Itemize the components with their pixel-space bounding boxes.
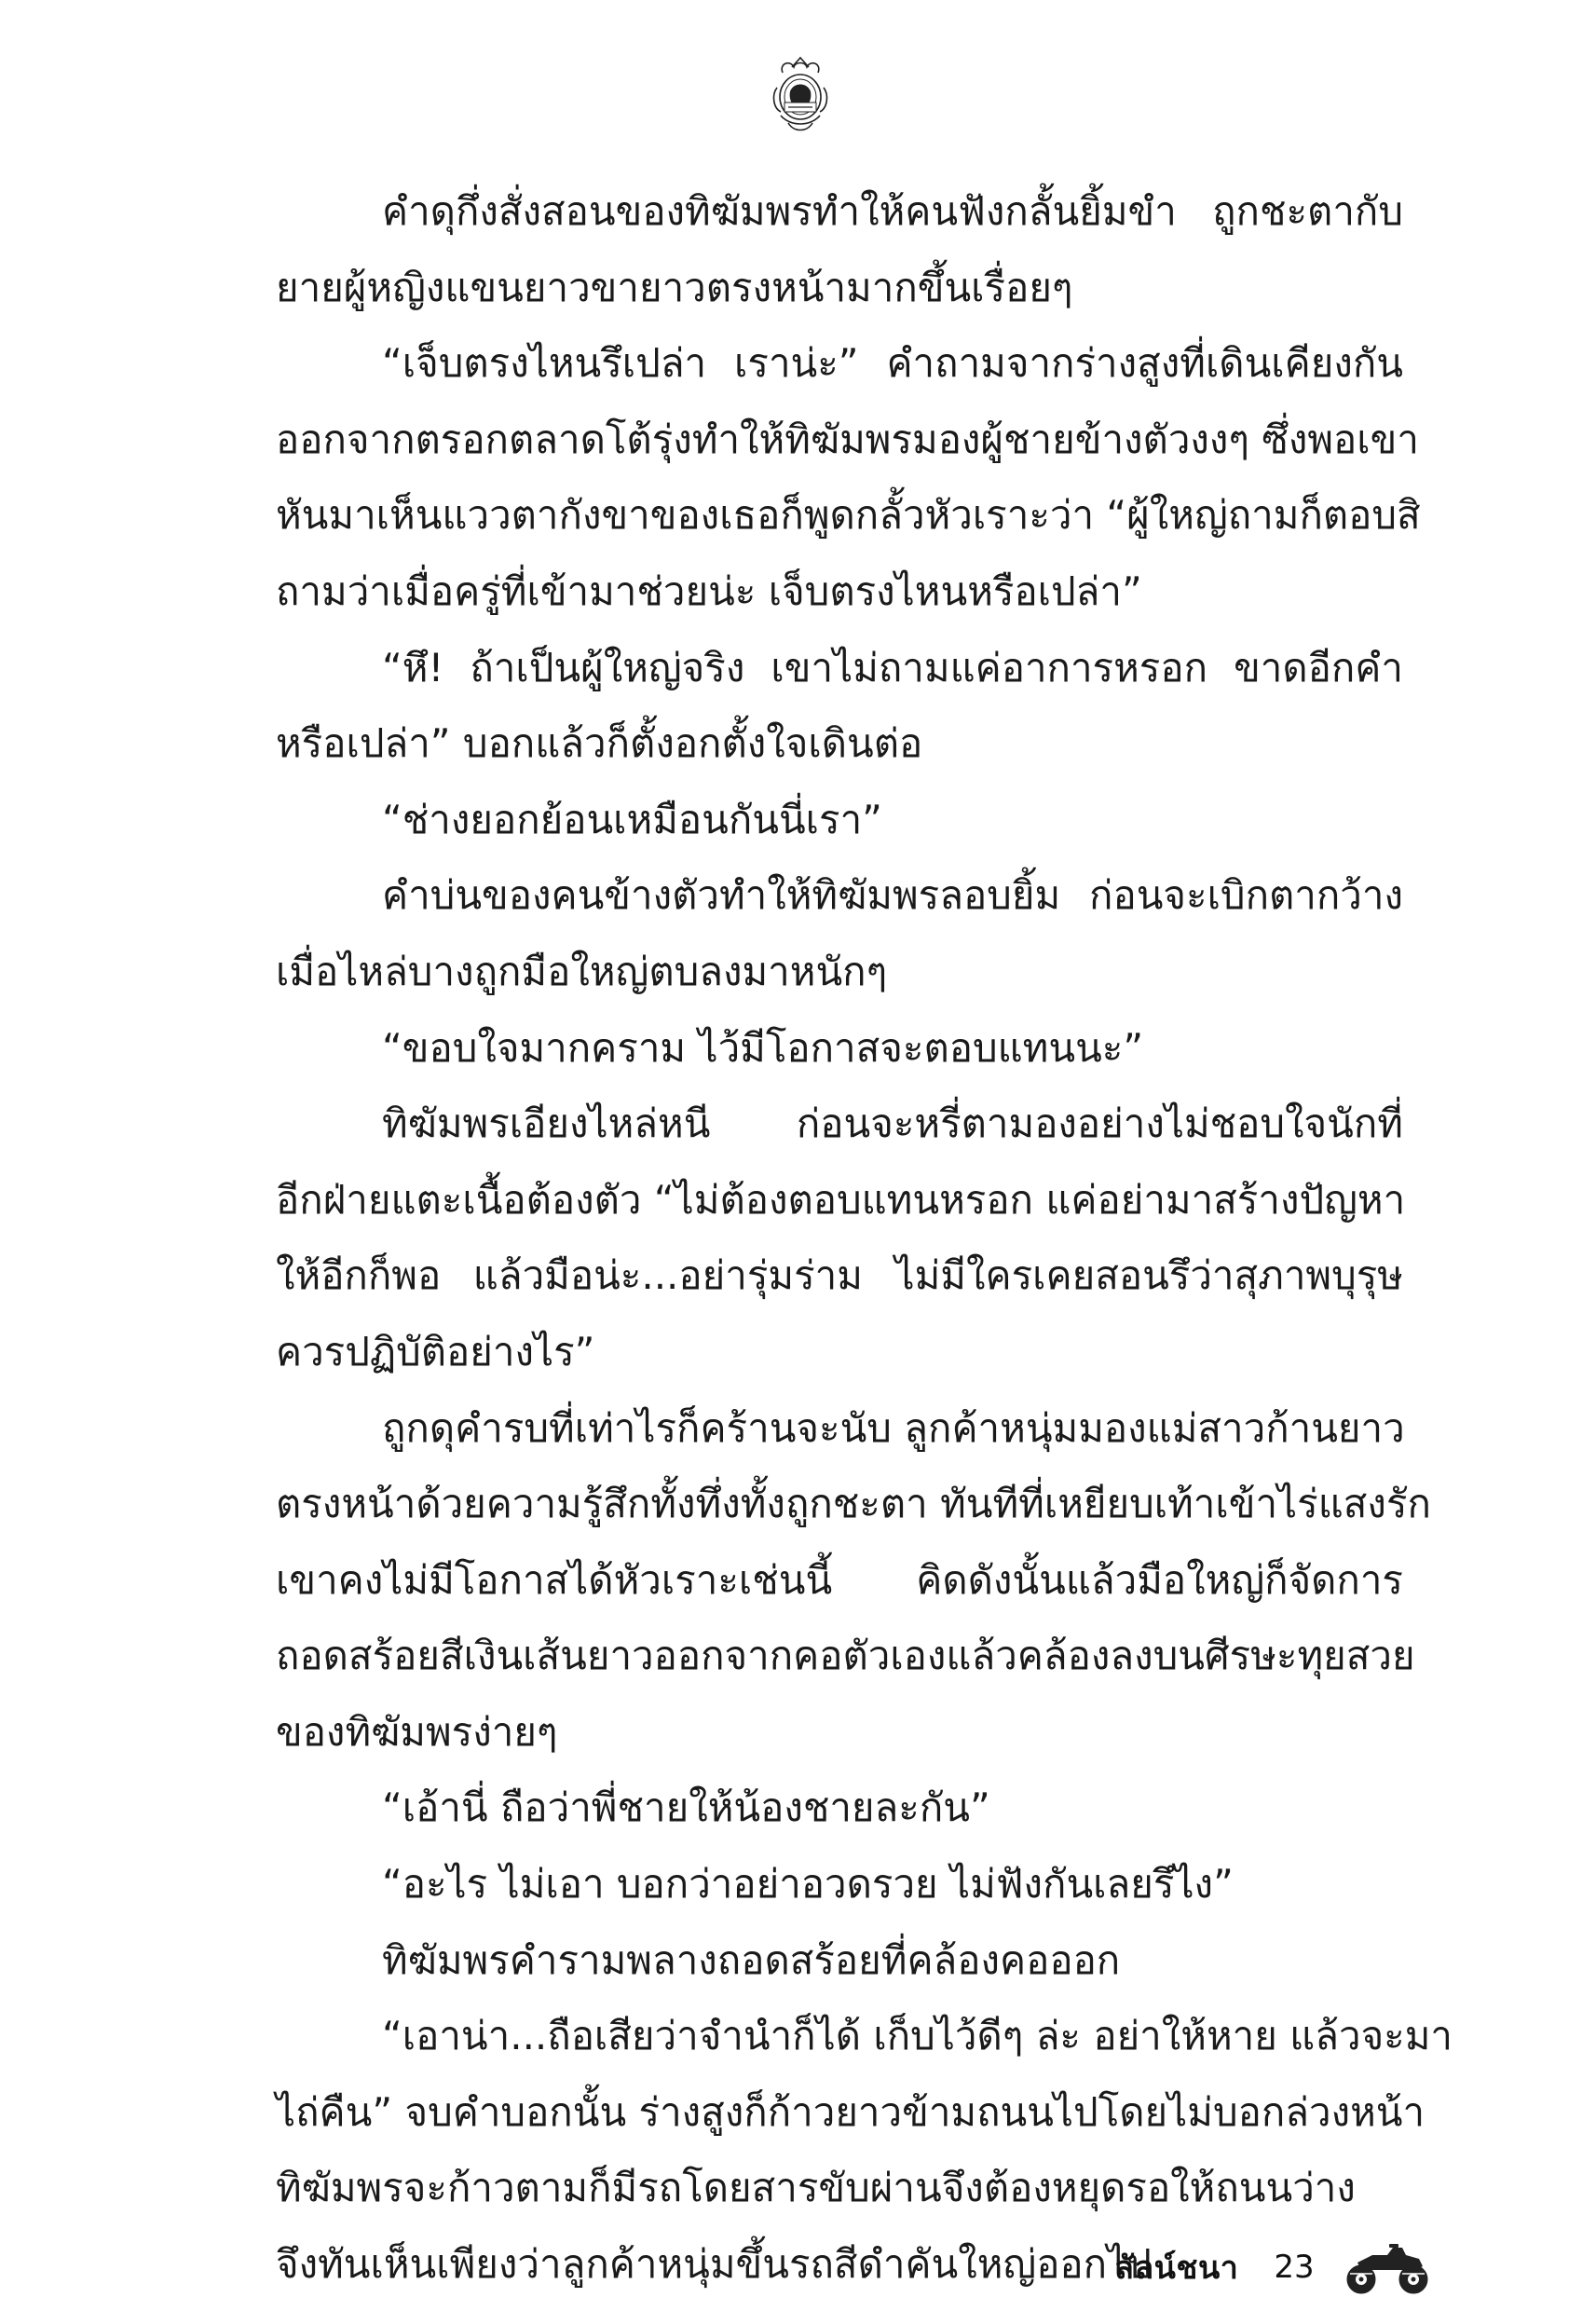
paragraph-line: เมื่อไหล่บางถูกมือใหญ่ตบลงมาหนักๆ bbox=[276, 948, 888, 994]
paragraph-line: ถูกดุคำรบที่เท่าไรก็คร้านจะนับ ลูกค้าหนุ่มมองแม่สาวก้านยาว bbox=[382, 1404, 1405, 1451]
story-body bbox=[276, 173, 1453, 2303]
paragraph-line: จึงทันเห็นเพียงว่าลูกค้าหนุ่มขึ้นรถสีดำคันใหญ่ออกไป bbox=[276, 2241, 1152, 2288]
paragraph-line: “หึ! ถ้าเป็นผู้ใหญ่จริง เขาไม่ถามแค่อาการหรอก ขาดอีกคำ bbox=[382, 644, 1403, 691]
paragraph-line: “ขอบใจมากคราม ไว้มีโอกาสจะตอบแทนนะ” bbox=[382, 1024, 1144, 1071]
paragraph-line: ให้อีกก็พอ แล้วมือน่ะ...อย่ารุ่มร่าม ไม่มีใครเคยสอนรึว่าสุภาพบุรุษ bbox=[276, 1252, 1403, 1299]
paragraph-line: หรือเปล่า” บอกแล้วก็ตั้งอกตั้งใจเดินต่อ bbox=[276, 720, 923, 767]
page-number: 23 bbox=[1274, 2249, 1315, 2286]
paragraph-line: ทิฆัมพรเอียงไหล่หนี ก่อนจะหรี่ตามองอย่างไม่ชอบใจนักที่ bbox=[382, 1101, 1403, 1147]
paragraph-line: ควรปฏิบัติอย่างไร” bbox=[276, 1328, 595, 1374]
paragraph-line: “อะไร ไม่เอา บอกว่าอย่าอวดรวย ไม่ฟังกันเลยรึไง” bbox=[382, 1861, 1234, 1908]
paragraph-line: คำบ่นของคนข้างตัวทำให้ทิฆัมพรลอบยิ้ม ก่อนจะเบิกตากว้าง bbox=[382, 872, 1403, 919]
page-footer bbox=[1114, 2235, 1434, 2300]
paragraph-line: “ช่างยอกย้อนเหมือนกันนี่เรา” bbox=[382, 796, 882, 842]
paragraph-line: หันมาเห็นแววตากังขาของเธอก็พูดกลั้วหัวเราะว่า “ผู้ใหญ่ถามก็ตอบสิ bbox=[276, 492, 1421, 539]
paragraph-line: “เอ้านี่ ถือว่าพี่ชายให้น้องชายละกัน” bbox=[382, 1785, 990, 1831]
ornamental-crest-icon bbox=[770, 54, 831, 136]
atv-quad-bike-icon bbox=[1341, 2238, 1434, 2296]
paragraph-line: ไถ่คืน” จบคำบอกนั้น ร่างสูงก็ก้าวยาวข้ามถนนไปโดยไม่บอกล่วงหน้า bbox=[276, 2088, 1425, 2135]
paragraph-line: ของทิฆัมพรง่ายๆ bbox=[276, 1708, 558, 1755]
paragraph-line: ตรงหน้าด้วยความรู้สึกทั้งทึ่งทั้งถูกชะตา ทันทีที่เหยียบเท้าเข้าไร่แสงรัก bbox=[276, 1481, 1431, 1527]
paragraph-line: ถามว่าเมื่อครู่ที่เข้ามาช่วยน่ะ เจ็บตรงไหนหรือเปล่า” bbox=[276, 567, 1142, 614]
paragraph-line: ถอดสร้อยสีเงินเส้นยาวออกจากคอตัวเองแล้วคล้องลงบนศีรษะทุยสวย bbox=[276, 1633, 1415, 1679]
paragraph-line: คำดุกึ่งสั่งสอนของทิฆัมพรทำให้คนฟังกลั้นยิ้มขำ ถูกชะตากับ bbox=[382, 188, 1403, 234]
paragraph-line: เขาคงไม่มีโอกาสได้หัวเราะเช่นนี้ คิดดังนั้นแล้วมือใหญ่ก็จัดการ bbox=[276, 1556, 1403, 1603]
paragraph-line: ทิฆัมพรคำรามพลางถอดสร้อยที่คล้องคอออก bbox=[382, 1936, 1121, 1983]
paragraph-line: ยายผู้หญิงแขนยาวขายาวตรงหน้ามากขึ้นเรื่อยๆ bbox=[276, 264, 1073, 310]
book-title: ลัลน์ชนา bbox=[1114, 2249, 1239, 2287]
paragraph-line: อีกฝ่ายแตะเนื้อต้องตัว “ไม่ต้องตอบแทนหรอก แค่อย่ามาสร้างปัญหา bbox=[276, 1176, 1406, 1223]
paragraph-line: ทิฆัมพรจะก้าวตามก็มีรถโดยสารขับผ่านจึงต้องหยุดรอให้ถนนว่าง bbox=[276, 2165, 1356, 2211]
paragraph-line: “เอาน่า...ถือเสียว่าจำนำก็ได้ เก็บไว้ดีๆ ล่ะ อย่าให้หาย แล้วจะมา bbox=[382, 2013, 1453, 2059]
paragraph-line: ออกจากตรอกตลาดโต้รุ่งทำให้ทิฆัมพรมองผู้ชายข้างตัวงงๆ ซึ่งพอเขา bbox=[276, 416, 1419, 462]
paragraph-line: “เจ็บตรงไหนรึเปล่า เราน่ะ” คำถามจากร่างสูงที่เดินเคียงกัน bbox=[382, 340, 1403, 387]
